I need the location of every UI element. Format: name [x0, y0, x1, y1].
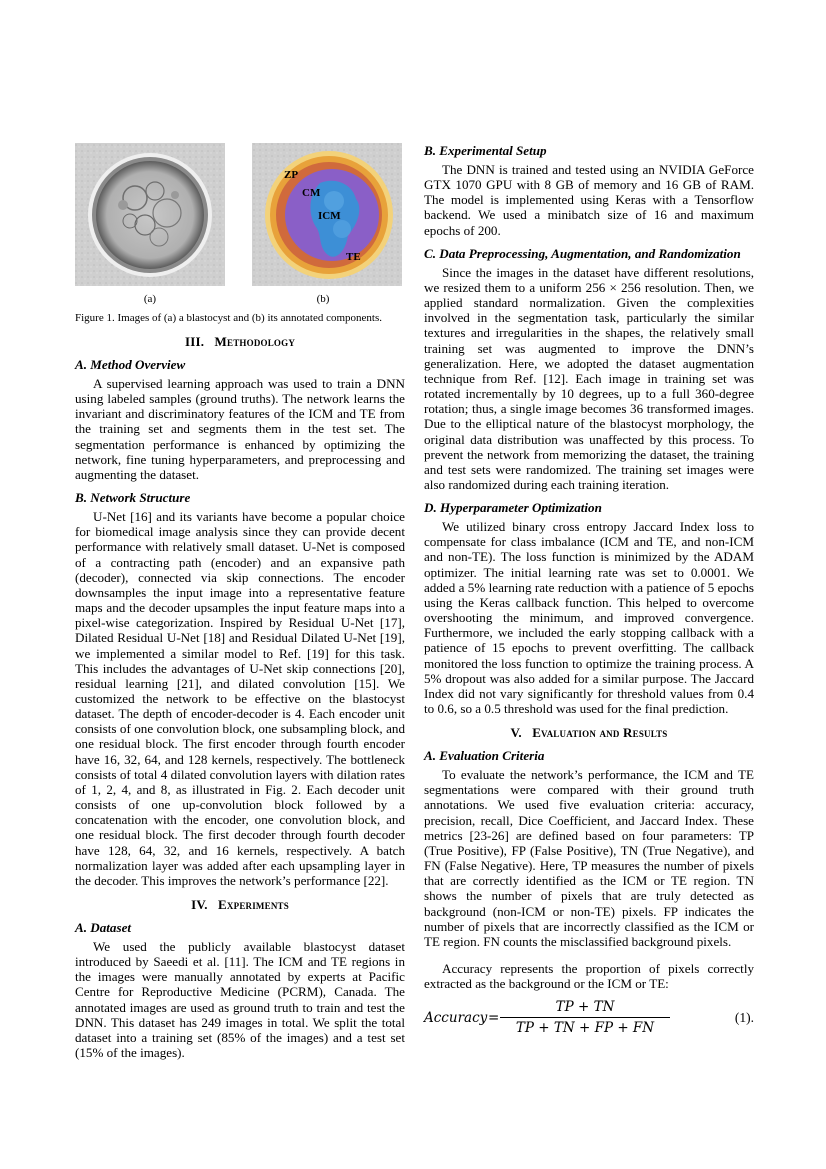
subsection-heading: C. Data Preprocessing, Augmentation, and Randomization [424, 245, 741, 261]
left-column [75, 143, 405, 1060]
blastocyst-photo [75, 143, 225, 286]
label-te: TE [346, 251, 361, 263]
label-icm: ICM [318, 210, 341, 222]
figure-1 [75, 143, 405, 305]
figure-label-b: (b) [316, 293, 330, 305]
section-title: Evaluation and Results [532, 725, 668, 741]
paragraph: Accuracy represents the proportion of pixels correctly extracted as the background or the ICM or TE: [424, 961, 754, 992]
subsection-heading: A. Evaluation Criteria [424, 748, 545, 764]
section-title: Methodology [214, 334, 296, 349]
subsection-heading: A. Method Overview [75, 357, 186, 372]
subsection-heading: B. Experimental Setup [424, 143, 547, 158]
figure-caption: Figure 1. Images of (a) a blastocyst and (b) its annotated components. [75, 312, 383, 324]
subsection-heading: B. Network Structure [75, 490, 191, 506]
paragraph: Since the images in the dataset have different resolutions, we resized them to a uniform 256 × 256 resolution. Then, we applied standard normalization. Given the complexities involved in the segmentation task, particularly the similar textures and irregularities in the shapes, the relatively small training set was augmented to improve the DNN’s generalization. Here, we adopted the dataset augmentation technique from Ref. [12]. Each image in training set was rotated incrementally by 10 degrees, up to a full 360-degree rotation; thus, a single image becomes 36 transformed images. Due to the elliptical nature of the blastocyst morphology, the original data distribution was unaffected by this process. To prevent the network from memorizing the dataset, the training and test sets were randomized. The training set images were also randomized during each training iteration. [424, 264, 754, 492]
paragraph: We utilized binary cross entropy Jaccard Index loss to compensate for class imbalance (ICM and TE, and non-ICM and non-TE). The loss function is minimized by the ADAM optimizer. The initial learning rate was set to 0.0001. We added a 5% learning rate reduction with a patience of 5 epochs using the Keras callback function. This helped to overcome overshooting the minimum, and improved convergence. Furthermore, we included the early stopping callback with a patience of 15 epochs to prevent overfitting. The callback monitored the loss function to optimize the training process. A 5% dropout was also added for a similar purpose. The Jaccard Index did not vary significantly for threshold values from 0.4 to 0.6, so a 0.5 threshold was used for the final prediction. [424, 519, 754, 716]
equation-number: (1). [734, 1010, 754, 1026]
right-column [424, 143, 754, 1037]
figure-label-a: (a) [143, 293, 157, 305]
subsection-heading: A. Dataset [75, 920, 132, 935]
paragraph: To evaluate the network’s performance, the ICM and TE segmentations were compared with their ground truth annotations. We used five evaluation criteria: accuracy, precision, recall, Dice Coefficient, and Jaccard Index. These metrics [23-26] are defined based on four parameters: TP (True Positive), FP (False Positive), TN (True Negative), and FN (False Negative). Here, TP measures the number of pixels that are correctly identified as the ICM or TE region. TN shows the number of pixels that are truly detected as background (non-ICM or non-TE) pixels. FP indicates the number of pixels that are incorrectly classified as the ICM or TE region. FN counts the misclassified background pixels. [424, 767, 754, 949]
section-heading-experiments [75, 897, 405, 912]
annotated-blastocyst-photo [252, 143, 402, 286]
label-zp: ZP [284, 169, 299, 181]
paragraph: A supervised learning approach was used to train a DNN using labeled samples (ground truths). The network learns the invariant and discriminatory features of the ICM and TE from the training set and segments them in the test set. The segmentation performance is enhanced by optimizing the network, fine tuning hyperparameters, and preprocessing and augmenting the dataset. [75, 376, 405, 482]
section-number: IV. [191, 897, 208, 912]
section-number: III. [184, 334, 205, 349]
paragraph: We used the publicly available blastocyst dataset introduced by Saeedi et al. [11]. The ICM and TE regions in the images were manually annotated by experts at Pacific Centre for Reproductive Medicine (PCRM), Canada. The annotated images are used as ground truth to train and test the DNN. This dataset has 249 images in total. We split the total dataset into a training set (85% of the images) and a test set (15% of the images). [75, 939, 405, 1061]
paragraph: The DNN is trained and tested using an NVIDIA GeForce GTX 1070 GPU with 8 GB of memory and 16 GB of RAM. The model is implemented using Keras with a Tensorflow backend. We used a minibatch size of 16 and maximum epochs of 200. [424, 162, 754, 238]
equation-equals: = [488, 1010, 500, 1027]
section-heading-evaluation [424, 725, 754, 740]
annotated-blastocyst-image [252, 143, 402, 286]
label-cm: CM [302, 187, 321, 199]
section-title: Experiments [218, 897, 289, 912]
equation-accuracy [424, 997, 754, 1037]
equation-fraction [500, 999, 670, 1036]
section-heading-methodology [75, 334, 405, 349]
blastocyst-image [75, 143, 225, 286]
equation-denominator: TP + TN + FP + FN [515, 1020, 655, 1037]
equation-numerator: TP + TN [500, 999, 670, 1018]
subsection-heading: D. Hyperparameter Optimization [424, 500, 602, 516]
section-number: V. [510, 725, 522, 741]
paragraph: U-Net [16] and its variants have become a popular choice for biomedical image analysis since they can provide decent performance with relatively small dataset. U-Net is composed of a contracting path (encoder) and an expansive path (decoder), connected via skip connections. The encoder downsamples the input image into a representative feature maps and the decoder upsamples the input feature maps into a pixel-wise categorization. Inspired by Residual U-Net [17], Dilated Residual U-Net [18] and Residual Dilated U-Net [19], we implemented a similar model to Ref. [19] for this task. This includes the advantages of U-Net skip connections [20], residual learning [21], and dilated convolution [15]. We customized the network to be effective on the blastocyst dataset. The depth of encoder-decoder is 4. Each encoder unit consists of one convolution block, one subsampling block, and one residual block. The first encoder through fourth encoder have 16, 32, 64, and 128 kernels, respectively. The bottleneck consists of total 4 dilated convolution layers with dilation rates of 1, 2, 4, and 8, as illustrated in Fig. 2. Each decoder unit consists of one up-convolution block followed by a concatenation with the encoder, one convolution block, and one residual block. The first decoder through fourth decoder have 128, 64, 32, and 16 kernels, respectively. A batch normalization layer was added after each upsampling layer in the decoder. This improves the network’s performance [22]. [75, 509, 405, 888]
equation-lhs: Accuracy [424, 1010, 488, 1027]
